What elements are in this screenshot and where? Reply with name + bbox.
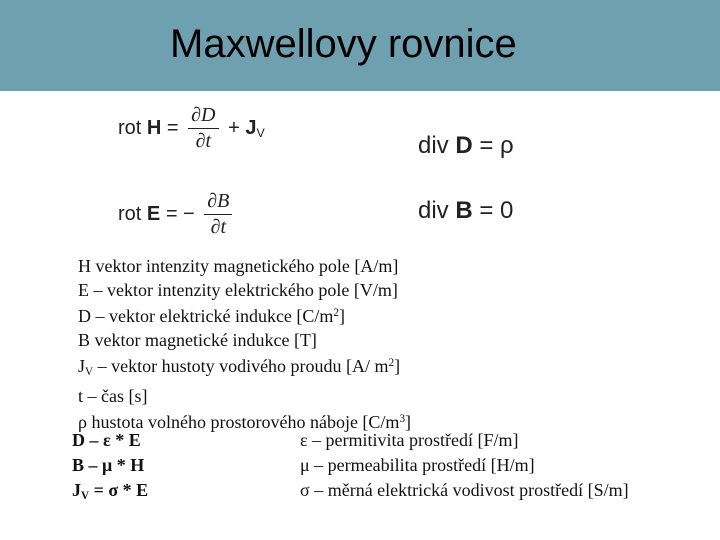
definition-text: – vektor intenzity elektrického pole [V/m] — [89, 279, 398, 300]
relation-subscript: V — [81, 489, 90, 502]
equation-rot-h — [118, 104, 265, 153]
constitutive-relations — [72, 428, 148, 509]
definition-text: – vektor hustoty vodivého proudu [A/ m — [93, 356, 389, 377]
equation-rot-e — [118, 190, 236, 239]
definition-row — [78, 255, 411, 279]
definition-text: – čas [s] — [83, 385, 148, 406]
definitions-list — [78, 255, 411, 435]
definition-row — [78, 329, 411, 353]
relation-expression: = σ * E — [89, 480, 149, 500]
field-symbol: E — [146, 202, 161, 225]
equals-sign: = — [166, 116, 179, 139]
equation-div-b — [418, 197, 513, 225]
fraction-numerator: ∂B — [204, 190, 232, 215]
material-row: μ – permeabilita prostředí [H/m] — [300, 455, 535, 475]
relation-row: B – μ * H — [72, 455, 145, 475]
fraction-denominator: ∂t — [195, 130, 212, 152]
partial-fraction — [204, 190, 232, 239]
fraction-numerator: ∂D — [188, 104, 218, 129]
current-density-symbol: J — [245, 116, 257, 139]
definition-row — [78, 302, 411, 329]
equation-rhs: = 0 — [479, 197, 514, 224]
unit-superscript: 2 — [333, 307, 339, 319]
field-symbol: B — [455, 197, 473, 224]
symbol-subscript: V — [85, 366, 94, 379]
relation-symbol: J — [72, 480, 81, 500]
definition-symbol: D — [78, 306, 91, 327]
definition-text: hustota volného prostorového náboje [C/m — [86, 412, 400, 433]
definition-symbol: ρ — [78, 412, 87, 433]
relation-row — [72, 478, 148, 509]
unit-superscript: 2 — [388, 357, 395, 370]
rot-operator: rot — [118, 116, 142, 139]
plus-sign: + — [228, 116, 240, 139]
relation-row: D – ε * E — [72, 430, 141, 450]
equation-div-d — [418, 132, 514, 160]
partial-fraction — [188, 104, 218, 153]
div-operator: div — [418, 197, 449, 224]
definition-text: vektor intenzity magnetického pole [A/m] — [91, 256, 399, 276]
material-constants — [300, 428, 629, 503]
definition-text: vektor magnetické indukce [T] — [90, 329, 317, 350]
definition-symbol: H — [78, 256, 91, 276]
slide-title: Maxwellovy rovnice — [170, 22, 517, 66]
field-symbol: H — [146, 116, 162, 139]
field-symbol: D — [455, 132, 473, 159]
rot-operator: rot — [118, 202, 142, 225]
unit-superscript: 3 — [399, 413, 406, 426]
current-density-subscript: V — [256, 125, 265, 140]
definition-symbol: t — [78, 385, 84, 406]
equation-rhs: = ρ — [479, 132, 514, 159]
equals-minus-sign: = − — [165, 202, 195, 225]
definition-tail: ] — [394, 356, 401, 377]
definition-row — [78, 279, 411, 303]
definition-tail: ] — [339, 306, 345, 327]
definition-row — [78, 385, 411, 409]
definition-row — [78, 352, 411, 384]
definition-symbol: E — [78, 279, 89, 300]
material-row: ε – permitivita prostředí [F/m] — [300, 430, 519, 450]
material-row: σ – měrná elektrická vodivost prostředí [S/m] — [300, 480, 629, 500]
definition-symbol: B — [78, 329, 91, 350]
definition-tail: ] — [405, 412, 412, 433]
definition-symbol: J — [78, 356, 86, 377]
definition-text: – vektor elektrické indukce [C/m — [91, 306, 334, 327]
fraction-denominator: ∂t — [210, 216, 227, 238]
div-operator: div — [418, 132, 449, 159]
